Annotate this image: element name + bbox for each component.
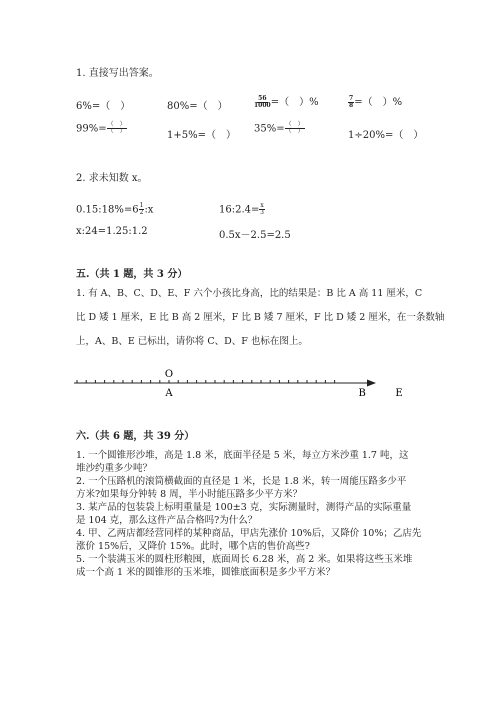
section-6-line-1: 1. 一个圆锥形沙堆，高是 1.8 米，底面半径是 5 米，每立方米沙重 1.7 吨，这 — [76, 450, 409, 461]
q2-equation-1: 0.15:18%=6 $\frac{1}{2}$ :x — [76, 202, 154, 217]
fraction: $\frac{x}{3}$ — [260, 202, 264, 217]
q1-item-2: 80%=（ ） — [167, 101, 228, 112]
q1-item-1: 6%=（ ） — [76, 101, 131, 112]
q2-equation-2: 16:2.4= $\frac{x}{3}$ — [219, 202, 264, 217]
fraction: $\frac{1}{2}$ — [139, 202, 144, 217]
q1-item-8: 1÷20%=（ ） — [348, 130, 424, 141]
section-6-line-7: 4. 甲、乙两店都经营同样的某种商品，甲店先涨价 10%后，又降价 10%；乙店先 — [76, 528, 422, 539]
point-label-b: B — [358, 388, 366, 399]
q1-item-5: 99%= $\frac{( )}{( )}$ — [76, 121, 126, 136]
section-6-title: 六.（共 6 题，共 39 分） — [76, 431, 195, 442]
arrow-head-icon — [367, 380, 376, 387]
section-6-line-5: 3. 某产品的包装袋上标明重量是 100±3 克，实际测量时，测得产品的实际重量 — [76, 502, 412, 513]
fraction: $\frac{( )}{( )}$ — [285, 121, 304, 136]
point-label-e: E — [395, 388, 403, 399]
q2-equation-4: 0.5x－2.5=2.5 — [219, 230, 291, 241]
section-6-line-3: 2. 一个压路机的滚筒横截面的直径是 1 米，长是 1.8 米，转一周能压路多少平 — [76, 476, 407, 487]
section-5-line-1: 1. 有 A、B、C、D、E、F 六个小孩比身高，比的结果是：B 比 A 高 11 厘米，C — [76, 288, 423, 299]
q2-title: 2. 求未知数 x。 — [76, 173, 148, 184]
q2-equation-3: x:24=1.25:1.2 — [76, 226, 148, 237]
section-5-title: 五.（共 1 题，共 3 分） — [76, 269, 188, 280]
q1-item-3: $\frac{56}{1000}$ =（ ）% — [254, 94, 319, 109]
section-6-line-4: 方米?如果每分钟转 8 周，半小时能压路多少平方米？ — [76, 489, 303, 500]
section-6-line-10: 成一个高 1 米的圆锥形的玉米堆，圆锥底面积是多少平方米？ — [76, 567, 336, 578]
number-line — [74, 368, 403, 402]
q1-title: 1. 直接写出答案。 — [76, 68, 159, 79]
point-label-a: A — [165, 388, 173, 399]
section-5-line-3: 上，A、B、E 已标出，请你将 C、D、F 也标在图上。 — [76, 336, 308, 347]
section-6-line-6: 是 104 克，那么这件产品合格吗?为什么？ — [76, 515, 258, 526]
section-5-line-2: 比 D 矮 1 厘米，E 比 B 高 2 厘米，F 比 B 矮 7 厘米，F 比 D 矮 2 厘米，在一条数轴 — [76, 312, 445, 323]
section-6-line-8: 涨价 15%后，又降价 15%。此时，哪个店的售价高些? — [76, 541, 310, 552]
fraction: $\frac{7}{8}$ — [349, 94, 354, 109]
origin-label: O — [164, 369, 174, 380]
fraction: $\frac{56}{1000}$ — [254, 94, 271, 109]
q1-item-7: 35%= $\frac{( )}{( )}$ — [254, 121, 304, 136]
q1-item-4: $\frac{7}{8}$ =（ ）% — [349, 94, 403, 109]
q1-item-6: 1+5%=（ ） — [167, 130, 236, 141]
section-6-line-9: 5. 一个装满玉米的圆柱形粮囤，底面周长 6.28 米，高 2 米。如果将这些玉米堆 — [76, 554, 413, 565]
fraction: $\frac{( )}{( )}$ — [107, 121, 126, 136]
section-6-line-2: 堆沙约重多少吨？ — [76, 463, 153, 474]
